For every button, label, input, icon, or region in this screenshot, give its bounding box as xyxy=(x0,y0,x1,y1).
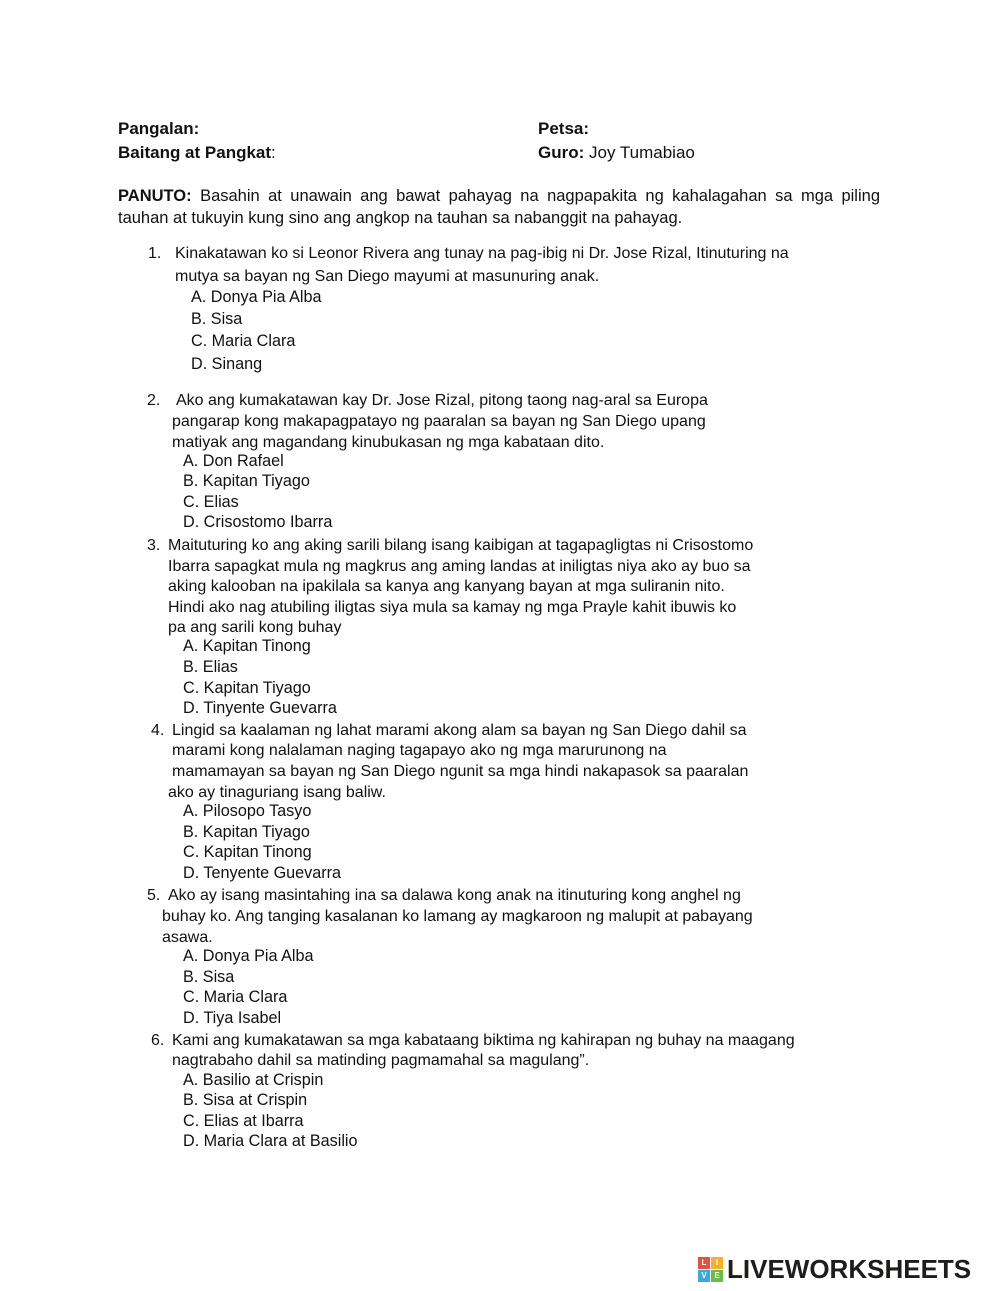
question-6-line-2: nagtrabaho dahil sa matinding pagmamahal sa magulang”. xyxy=(172,1052,590,1069)
question-5-option-b[interactable]: B. Sisa xyxy=(183,968,235,986)
question-6-option-b[interactable]: B. Sisa at Crispin xyxy=(183,1091,308,1109)
question-3-option-b[interactable]: B. Elias xyxy=(183,658,238,676)
question-6-option-c[interactable]: C. Elias at Ibarra xyxy=(183,1112,304,1130)
question-5-option-a[interactable]: A. Donya Pia Alba xyxy=(183,947,314,965)
question-1-option-c[interactable]: C. Maria Clara xyxy=(191,332,296,350)
question-3-option-c[interactable]: C. Kapitan Tiyago xyxy=(183,679,311,697)
logo-block-l: L xyxy=(698,1257,710,1269)
question-5-line-2: buhay ko. Ang tanging kasalanan ko lamang ay magkaroon ng malupit at pabayang xyxy=(162,908,753,925)
question-5-line-1: Ako ay isang masintahing ina sa dalawa kong anak na itinuturing kong anghel ng xyxy=(168,887,741,904)
teacher-label: Guro: xyxy=(538,143,585,162)
question-4-line-2: marami kong nalalaman naging tagapayo ako ng mga marurunong na xyxy=(172,742,667,759)
question-1-option-a[interactable]: A. Donya Pia Alba xyxy=(191,288,322,306)
question-2-option-d[interactable]: D. Crisostomo Ibarra xyxy=(183,513,333,531)
logo-text: LIVEWORKSHEETS xyxy=(727,1254,972,1284)
name-label: Pangalan: xyxy=(118,119,200,138)
question-3-option-a[interactable]: A. Kapitan Tinong xyxy=(183,637,311,655)
question-2-number: 2. xyxy=(147,392,161,409)
date-label: Petsa: xyxy=(538,119,590,138)
question-1-option-d[interactable]: D. Sinang xyxy=(191,355,263,373)
logo-blocks-icon xyxy=(698,1257,723,1282)
instructions-label: PANUTO: xyxy=(118,187,192,205)
question-2-option-c[interactable]: C. Elias xyxy=(183,493,239,511)
question-5-option-d[interactable]: D. Tiya Isabel xyxy=(183,1009,282,1027)
question-5-option-c[interactable]: C. Maria Clara xyxy=(183,988,288,1006)
question-4-option-b[interactable]: B. Kapitan Tiyago xyxy=(183,823,310,841)
grade-colon: : xyxy=(271,143,276,162)
question-3-line-1: Maituturing ko ang aking sarili bilang isang kaibigan at tagapagligtas ni Crisostomo xyxy=(168,537,754,554)
question-1-line-2: mutya sa bayan ng San Diego mayumi at masunuring anak. xyxy=(175,268,600,285)
question-1-line-1: Kinakatawan ko si Leonor Rivera ang tunay na pag-ibig ni Dr. Jose Rizal, Itinuturing na xyxy=(175,245,789,262)
question-3-line-5: pa ang sarili kong buhay xyxy=(168,619,342,636)
logo-block-v: V xyxy=(698,1270,710,1282)
question-4-option-d[interactable]: D. Tenyente Guevarra xyxy=(183,864,342,882)
question-5-number: 5. xyxy=(147,887,161,904)
question-5-line-3: asawa. xyxy=(162,929,213,946)
question-6-line-1: Kami ang kumakatawan sa mga kabataang biktima ng kahirapan ng buhay na maagang xyxy=(172,1032,795,1049)
question-2-option-a[interactable]: A. Don Rafael xyxy=(183,452,284,470)
logo-block-i: I xyxy=(711,1257,723,1269)
question-2-line-3: matiyak ang magandang kinubukasan ng mga kabataan dito. xyxy=(172,434,605,451)
question-4-option-a[interactable]: A. Pilosopo Tasyo xyxy=(183,802,312,820)
question-3-line-4: Hindi ako nag atubiling iligtas siya mula sa kamay ng mga Prayle kahit ibuwis ko xyxy=(168,599,737,616)
question-4-line-3: mamamayan sa bayan ng San Diego ngunit sa mga hindi nakapasok sa paaralan xyxy=(172,763,749,780)
question-1-option-b[interactable]: B. Sisa xyxy=(191,310,243,328)
logo-block-e: E xyxy=(711,1270,723,1282)
question-1 xyxy=(148,243,789,285)
question-2-line-2: pangarap kong makapagpatayo ng paaralan sa bayan ng San Diego upang xyxy=(172,413,706,430)
question-3-line-2: Ibarra sapagkat mula ng magkrus ang aming landas at iniligtas niya ako ay buo sa xyxy=(168,558,751,575)
question-2-line-1: Ako ang kumakatawan kay Dr. Jose Rizal, pitong taong nag-aral sa Europa xyxy=(176,392,708,409)
question-1-number: 1. xyxy=(148,245,162,262)
instructions-text: Basahin at unawain ang bawat pahayag na nagpapakita ng kahalagahan sa mga piling tauhan at tukuyin kung sino ang angkop na tauhan sa nabanggit na pahayag. xyxy=(118,187,880,227)
question-3-line-3: aking kalooban na ipakilala sa kanya ang kanyang bayan at mga suliranin nito. xyxy=(168,578,725,595)
instructions xyxy=(118,185,880,229)
question-4-line-4: ako ay tinaguriang isang baliw. xyxy=(168,784,386,801)
question-3-number: 3. xyxy=(147,537,161,554)
grade-label: Baitang at Pangkat xyxy=(118,143,272,162)
question-6-option-a[interactable]: A. Basilio at Crispin xyxy=(183,1071,324,1089)
question-6-number: 6. xyxy=(151,1032,165,1049)
question-6-option-d[interactable]: D. Maria Clara at Basilio xyxy=(183,1132,358,1150)
teacher xyxy=(538,143,695,163)
question-4-option-c[interactable]: C. Kapitan Tinong xyxy=(183,843,312,861)
grade-section xyxy=(118,143,276,163)
question-4-number: 4. xyxy=(151,722,165,739)
question-2-option-b[interactable]: B. Kapitan Tiyago xyxy=(183,472,310,490)
liveworksheets-logo xyxy=(698,1254,971,1285)
teacher-name: Joy Tumabiao xyxy=(589,143,695,162)
question-3-option-d[interactable]: D. Tinyente Guevarra xyxy=(183,699,337,717)
question-4-line-1: Lingid sa kaalaman ng lahat marami akong alam sa bayan ng San Diego dahil sa xyxy=(172,722,747,739)
